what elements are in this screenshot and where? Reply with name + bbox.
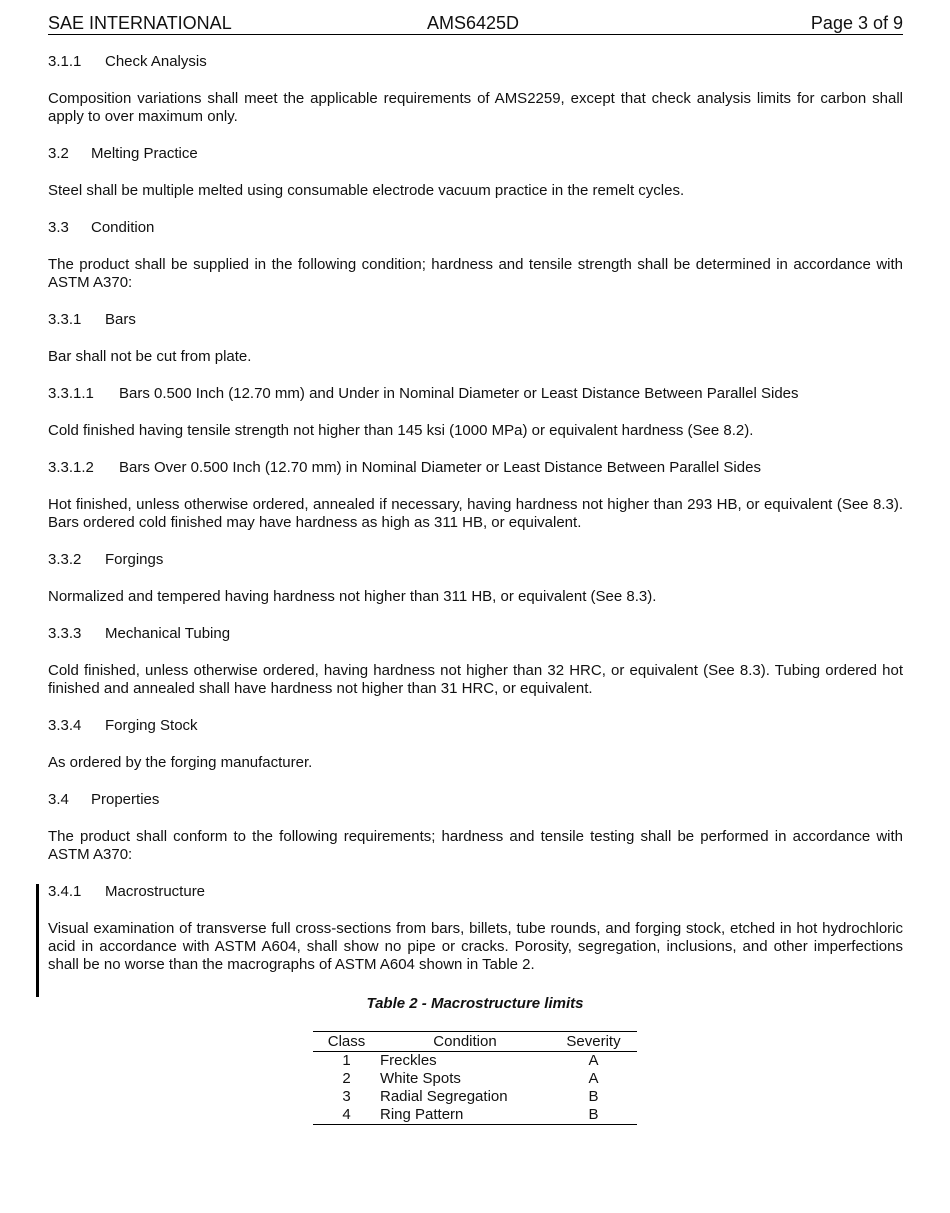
section-heading — [48, 459, 903, 477]
document-body — [48, 53, 903, 993]
paragraph: The product shall be supplied in the following condition; hardness and tensile strength shall be determined in accordance with ASTM A370: — [48, 256, 903, 291]
header-doc-number: AMS6425D — [427, 13, 520, 33]
column-header-class: Class — [313, 1032, 380, 1052]
page-header — [48, 12, 903, 35]
header-page-number: Page 3 of 9 — [810, 13, 903, 33]
paragraph: The product shall conform to the following requirements; hardness and tensile testing shall be performed in accordance with ASTM A370: — [48, 828, 903, 863]
revision-change-bar — [36, 884, 39, 997]
section-title: Forging Stock — [105, 717, 198, 734]
section-number: 3.4 — [48, 791, 69, 808]
table-header-row — [313, 1032, 637, 1052]
section-title: Check Analysis — [105, 53, 207, 70]
section-number: 3.3.1.1 — [48, 385, 94, 402]
paragraph: Cold finished having tensile strength not higher than 145 ksi (1000 MPa) or equivalent hardness (See 8.2). — [48, 422, 754, 439]
section-title: Forgings — [105, 551, 164, 568]
cell-severity: B — [588, 1088, 599, 1105]
section-heading — [48, 791, 903, 809]
table-row — [313, 1070, 637, 1088]
section-number: 3.3.3 — [48, 625, 82, 642]
column-header-severity: Severity — [550, 1032, 637, 1052]
section-title: Bars Over 0.500 Inch (12.70 mm) in Nominal Diameter or Least Distance Between Parallel Sides — [119, 459, 761, 476]
cell-condition: Freckles — [380, 1052, 437, 1069]
section-heading — [48, 145, 903, 163]
section-title: Bars — [105, 311, 136, 328]
paragraph: Steel shall be multiple melted using consumable electrode vacuum practice in the remelt cycles. — [48, 182, 685, 199]
macrostructure-table — [313, 1031, 637, 1125]
paragraph: As ordered by the forging manufacturer. — [48, 754, 313, 771]
section-title: Mechanical Tubing — [105, 625, 231, 642]
table-row — [313, 1052, 637, 1071]
section-number: 3.3.4 — [48, 717, 82, 734]
paragraph: Hot finished, unless otherwise ordered, annealed if necessary, having hardness not higher than 293 HB, or equivalent (See 8.3). Bars ordered cold finished may have hardness as high as 311 HB, or equivalent. — [48, 496, 903, 531]
cell-severity: B — [588, 1106, 599, 1123]
paragraph: Visual examination of transverse full cross-sections from bars, billets, tube rounds, and forging stock, etched in hot hydrochloric acid in accordance with ASTM A604, shall show no pipe or cracks. Porosity, segregation, inclusions, and other imperfections shall be no worse than the macrographs of ASTM A604 shown in Table 2. — [48, 920, 903, 973]
cell-class: 2 — [342, 1070, 351, 1087]
section-number: 3.3.2 — [48, 551, 82, 568]
paragraph: Cold finished, unless otherwise ordered, having hardness not higher than 32 HRC, or equivalent (See 8.3). Tubing ordered hot finished and annealed shall have hardness not higher than 31 HRC, or equivalent. — [48, 662, 903, 697]
cell-condition: Radial Segregation — [380, 1088, 508, 1105]
section-heading — [48, 883, 903, 901]
cell-condition: White Spots — [380, 1070, 461, 1087]
paragraph: Composition variations shall meet the applicable requirements of AMS2259, except that check analysis limits for carbon shall apply to over maximum only. — [48, 90, 903, 125]
section-title: Condition — [91, 219, 155, 236]
cell-severity: A — [588, 1070, 599, 1087]
cell-class: 3 — [342, 1088, 351, 1105]
header-org: SAE INTERNATIONAL — [48, 13, 232, 33]
section-number: 3.4.1 — [48, 883, 82, 900]
section-heading — [48, 551, 903, 569]
cell-class: 1 — [342, 1052, 351, 1069]
table-row — [313, 1106, 637, 1125]
paragraph: Bar shall not be cut from plate. — [48, 348, 252, 365]
section-heading — [48, 385, 903, 403]
section-title: Properties — [91, 791, 160, 808]
cell-condition: Ring Pattern — [380, 1106, 464, 1123]
section-heading — [48, 717, 903, 735]
section-title: Macrostructure — [105, 883, 206, 900]
table-row — [313, 1088, 637, 1106]
section-heading — [48, 311, 903, 329]
section-title: Melting Practice — [91, 145, 198, 162]
section-title: Bars 0.500 Inch (12.70 mm) and Under in Nominal Diameter or Least Distance Between Parallel Sides — [119, 385, 799, 402]
section-number: 3.1.1 — [48, 53, 82, 70]
table-caption: Table 2 - Macrostructure limits — [366, 995, 584, 1012]
section-number: 3.2 — [48, 145, 69, 162]
section-number: 3.3 — [48, 219, 69, 236]
section-heading — [48, 219, 903, 237]
section-number: 3.3.1 — [48, 311, 82, 328]
column-header-condition: Condition — [380, 1032, 550, 1052]
cell-severity: A — [588, 1052, 599, 1069]
cell-class: 4 — [342, 1106, 351, 1123]
section-heading — [48, 53, 903, 71]
section-heading — [48, 625, 903, 643]
paragraph: Normalized and tempered having hardness not higher than 311 HB, or equivalent (See 8.3). — [48, 588, 657, 605]
section-number: 3.3.1.2 — [48, 459, 94, 476]
